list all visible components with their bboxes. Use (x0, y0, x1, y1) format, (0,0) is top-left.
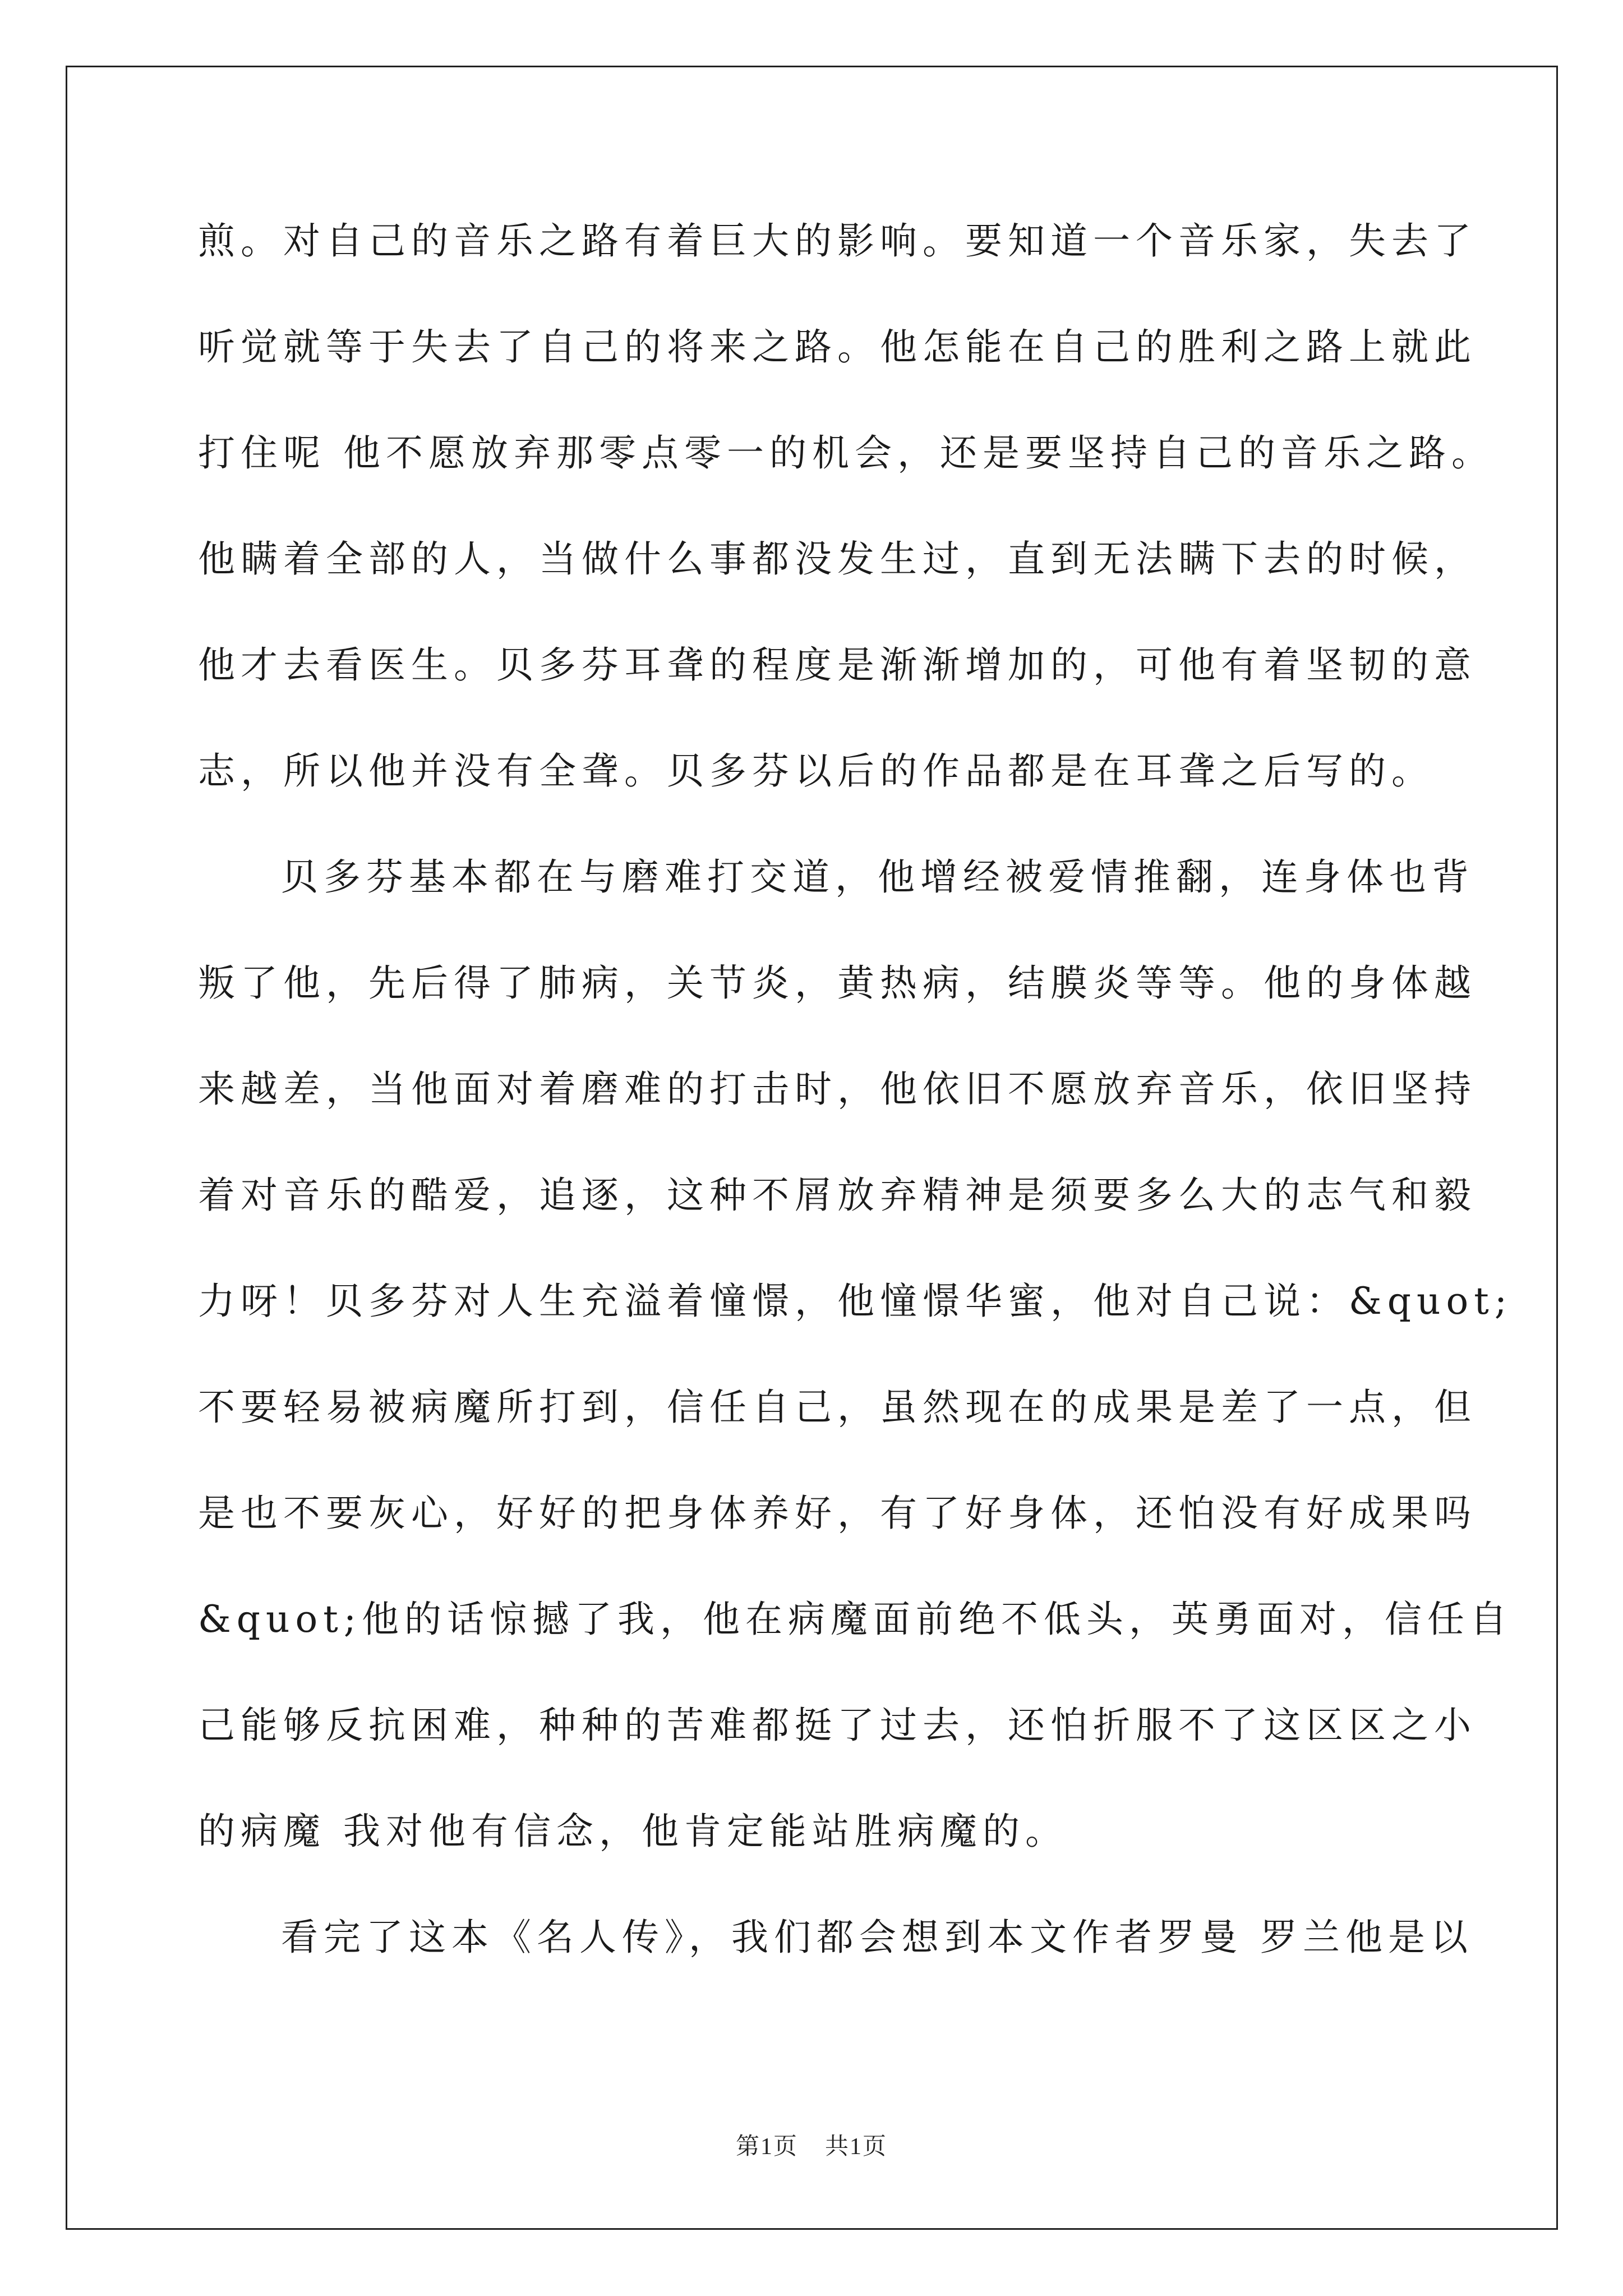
text-line: 叛了他，先后得了肺病，关节炎，黄热病，结膜炎等等。他的身体越 (198, 961, 1477, 1005)
text-line: 力呀！贝多芬对人生充溢着憧憬，他憧憬华蜜，他对自己说：&quot; (198, 1280, 1513, 1323)
text-line: 他瞒着全部的人，当做什么事都没发生过，直到无法瞒下去的时候， (198, 537, 1477, 581)
text-line: 打住呢 他不愿放弃那零点零一的机会，还是要坚持自己的音乐之路。 (198, 431, 1494, 475)
text-line: 是也不要灰心，好好的把身体养好，有了好身体，还怕没有好成果吗 (198, 1492, 1477, 1535)
text-line: 他才去看医生。贝多芬耳聋的程度是渐渐增加的，可他有着坚韧的意 (198, 643, 1477, 687)
text-line: 煎。对自己的音乐之路有着巨大的影响。要知道一个音乐家，失去了 (198, 219, 1477, 263)
text-line: 来越差，当他面对着磨难的打击时，他依旧不愿放弃音乐，依旧坚持 (198, 1068, 1477, 1111)
text-line: 着对音乐的酷爱，追逐，这种不屑放弃精神是须要多么大的志气和毅 (198, 1174, 1477, 1217)
text-line: 听觉就等于失去了自己的将来之路。他怎能在自己的胜利之路上就此 (198, 325, 1477, 369)
page-footer (0, 2128, 1623, 2161)
page-total: 共1页 (825, 2134, 888, 2160)
page-number: 第1页 (735, 2134, 798, 2160)
text-line: 的病魔 我对他有信念，他肯定能站胜病魔的。 (198, 1810, 1068, 1853)
paragraph-first-line: 看完了这本《名人传》，我们都会想到本文作者罗曼 罗兰他是以 (281, 1916, 1473, 1959)
paragraph-first-line: 贝多芬基本都在与磨难打交道，他增经被爱情推翻，连身体也背 (281, 855, 1474, 899)
text-line: 不要轻易被病魔所打到，信任自己，虽然现在的成果是差了一点，但 (198, 1386, 1477, 1429)
text-line: 己能够反抗困难，种种的苦难都挺了过去，还怕折服不了这区区之小 (198, 1704, 1477, 1747)
document-body (198, 213, 1513, 2016)
text-line: &quot;他的话惊撼了我，他在病魔面前绝不低头，英勇面对，信任自 (198, 1598, 1513, 1641)
text-line: 志，所以他并没有全聋。贝多芬以后的作品都是在耳聋之后写的。 (198, 749, 1434, 793)
